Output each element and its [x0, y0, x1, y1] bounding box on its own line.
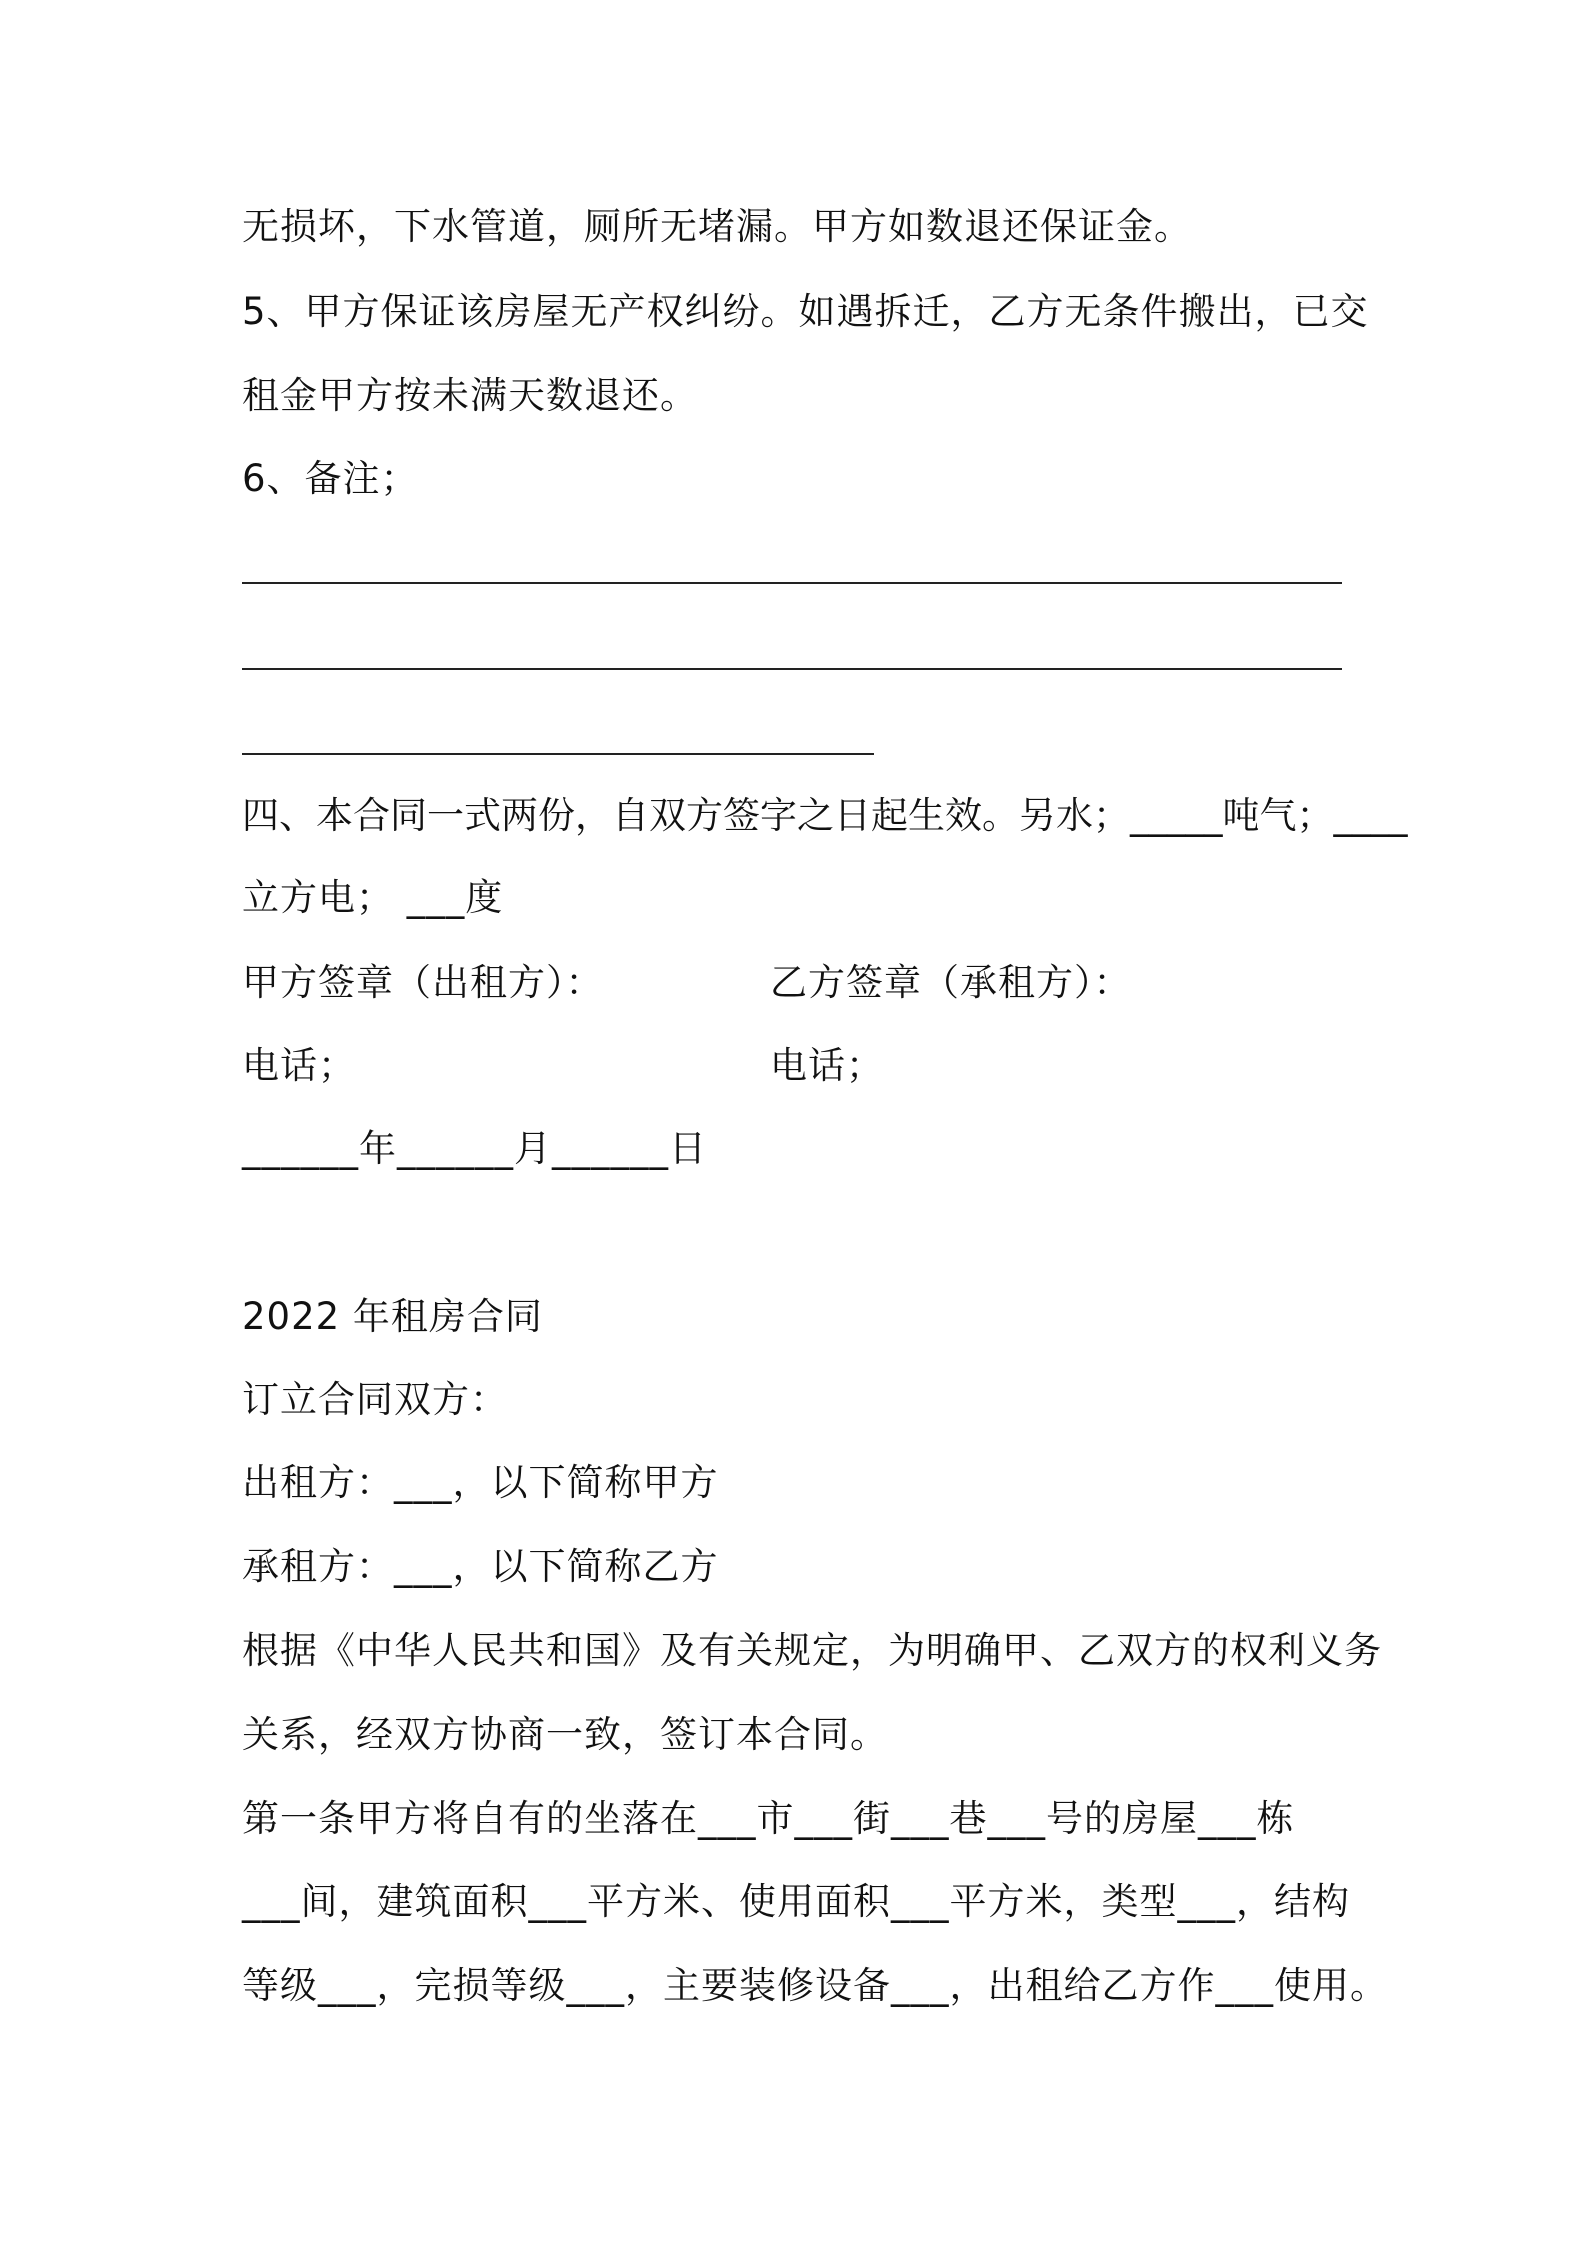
text-line: 无损坏，下水管道，厕所无堵漏。甲方如数退还保证金。	[242, 205, 1192, 248]
text-line: 5、甲方保证该房屋无产权纠纷。如遇拆迁，乙方无条件搬出，已交	[242, 290, 1369, 333]
party-a-signature-label: 甲方签章（出租方）：	[242, 961, 604, 1004]
text-line: 出租方：___，以下简称甲方	[242, 1461, 719, 1504]
document-title: 2022 年租房合同	[242, 1295, 543, 1338]
blank-rule	[242, 582, 1342, 584]
date-line: ______年______月______日	[242, 1127, 707, 1170]
party-b-signature-label: 乙方签章（承租方）：	[770, 961, 1132, 1004]
text-line: 第一条甲方将自有的坐落在___市___街___巷___号的房屋___栋	[242, 1797, 1295, 1840]
text-line: 6、备注；	[242, 457, 419, 500]
text-line: 四、本合同一式两份，自双方签字之日起生效。另水；_____吨气；____	[242, 794, 1408, 837]
text-line: 租金甲方按未满天数退还。	[242, 374, 698, 417]
text-line: ___间，建筑面积___平方米、使用面积___平方米，类型___，结构	[242, 1880, 1350, 1923]
text-line: 根据《中华人民共和国》及有关规定，为明确甲、乙双方的权利义务	[242, 1629, 1382, 1672]
blank-rule	[242, 668, 1342, 670]
text-line: 承租方：___，以下简称乙方	[242, 1545, 719, 1588]
text-line: 关系，经双方协商一致，签订本合同。	[242, 1713, 888, 1756]
blank-rule	[242, 753, 874, 755]
text-line: 立方电； ___度	[242, 876, 504, 919]
text-line: 等级___，完损等级___，主要装修设备___，出租给乙方作___使用。	[242, 1964, 1388, 2007]
party-a-phone-label: 电话；	[242, 1044, 356, 1087]
text-line: 订立合同双方：	[242, 1378, 508, 1421]
party-b-phone-label: 电话；	[770, 1044, 884, 1087]
